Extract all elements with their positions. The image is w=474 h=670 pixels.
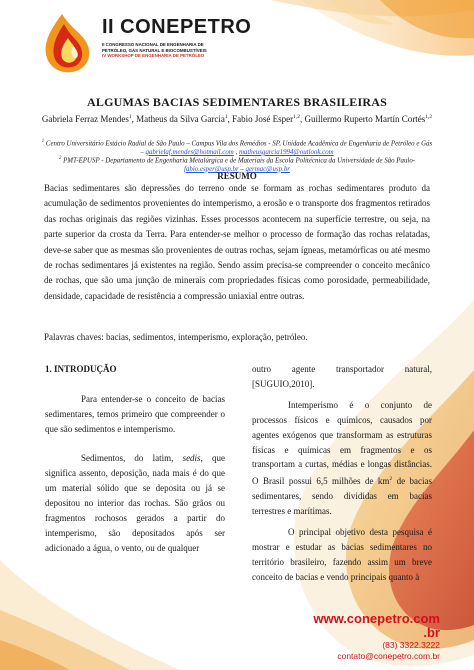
website-link-tld[interactable]: .br	[423, 625, 440, 640]
paragraph: O principal objetivo desta pesquisa é mostrar e estudar as bacias sedimentares no território brasileiro, fazendo assim um breve conceito de bacias e vendo principais quanto à	[252, 527, 432, 582]
conference-logo	[40, 12, 252, 76]
email-link[interactable]: matheusgarcia1994@outlook.com	[238, 148, 334, 156]
abstract-text: Bacias sedimentares são depressões do terreno onde se formam as rochas sedimentares produto da acumulação de sedimentos provenientes do intemperismo, a erosão e o transporte dos fragmentos retirados das rochas originais das regiões vizinhas. Esses processos acontecem na superfície terrestre, ou seja, na parte superior da crosta da Terra. Para entender-se melhor o processo de formação das rochas relatadas, deve-se saber que as mesmas são provenientes de outras rochas, sejam ígneas, metamórficas ou até mesmo de rochas sedimentares já existentes na região. Sendo assim precisa-se compreender o conceito mecânico de rochas, que são uma junção de minerais com propriedades físicas como porosidade, permeabilidade, densidade, capacidade de resistência a compressão uniaxial entre outras.	[44, 183, 430, 301]
logo-title: II CONEPETRO	[102, 16, 252, 38]
latin-term: sedis	[182, 453, 201, 464]
email-link[interactable]: fabio.esper@usp.br	[184, 165, 239, 173]
author-affiliation-mark: 1,2	[425, 114, 433, 120]
keywords: Palavras chaves: bacias, sedimentos, intemperismo, exploração, petróleo.	[44, 332, 308, 342]
logo-subtitle-1: II CONGRESSO NACIONAL DE ENGENHARIA DE	[102, 42, 204, 47]
paragraph	[252, 398, 432, 519]
superscript: 2	[389, 476, 393, 483]
author-affiliation-mark: 1,2	[293, 114, 300, 120]
right-column	[252, 362, 432, 585]
phone-number: (83) 3322.3222	[382, 640, 440, 650]
footer-contact	[313, 612, 440, 662]
author-name: , Matheus da Silva Garcia	[131, 114, 225, 124]
affiliation-text: PMT-EPUSP - Departamento de Engenharia Metalúrgica e de Materiais da Escola Politécnica da Universidade de São Paulo-	[61, 157, 416, 165]
paragraph-text: Sedimentos, do latim,	[81, 453, 183, 464]
flame-drop-icon	[40, 12, 98, 76]
abstract-heading: RESUMO	[217, 171, 257, 181]
logo-subtitle-3: IV WORKSHOP DE ENGENHARIA DE PETRÓLEO	[102, 53, 205, 58]
contact-email[interactable]: contato@conepetro.com.br	[337, 651, 440, 661]
website-link[interactable]: www.conepetro.com	[313, 611, 440, 626]
logo-subtitle-2: PETRÓLEO, GÁS NATURAL E BIOCOMBUSTÍVEIS	[102, 47, 207, 53]
paragraph-text: Intemperismo é o conjunto de processos físicos e químicos, causados por agentes exógenos que transformam as estruturas físicas e químicas em fragmentos e os transportam a curtas, médias e longas distâncias. O Brasil possui 6,5 milhões de km	[252, 399, 432, 487]
separator: ,	[233, 148, 239, 156]
paper-title: ALGUMAS BACIAS SEDIMENTARES BRASILEIRAS	[87, 95, 387, 109]
author-affiliation-mark: 1	[224, 114, 228, 120]
affiliation-mark: 2	[58, 156, 62, 161]
paragraph-text: , que significa assento, deposição, nada mais é do que um material sólido que se deposita ou já se depositou no interior das rochas. São grãos ou fragmentos rochosos gerados a partir do intemperismo, são depositados após ser adicionado a água, o vento, ou de qualquer	[45, 453, 225, 553]
paragraph-text: de bacias sedimentares, sendo divididas em bacias terrestres e marítimas.	[252, 476, 433, 517]
affiliation-mark: 1	[41, 139, 45, 144]
author-name: Gabriela Ferraz Mendes	[41, 114, 129, 124]
paragraph: Para entender-se o conceito de bacias sedimentares, temos primeiro que compreender o que são sedimentos e intemperismo.	[45, 393, 225, 434]
separator: –	[238, 165, 246, 173]
author-name: , Fabio José Esper	[227, 114, 294, 124]
affiliation-text: Centro Universitário Estácio Radial de São Paulo – Campus Vila dos Remédios - SP, Unidade Acadêmica de Engenharia de Petróleo e Gás –	[44, 140, 433, 156]
email-link[interactable]: gabrielaf.mendes@hotmail.com	[145, 148, 234, 156]
left-column	[45, 362, 225, 556]
author-name: , Guillermo Ruperto Martín Cortés	[299, 114, 426, 124]
section-heading: 1. INTRODUÇÃO	[45, 364, 117, 374]
author-affiliation-mark: 1	[128, 114, 132, 120]
paragraph: outro agente transportador natural, [SUGUIO,2010].	[252, 364, 432, 389]
paragraph	[45, 451, 225, 555]
email-link[interactable]: germac@usp.br	[245, 165, 290, 173]
author-list	[40, 112, 434, 126]
